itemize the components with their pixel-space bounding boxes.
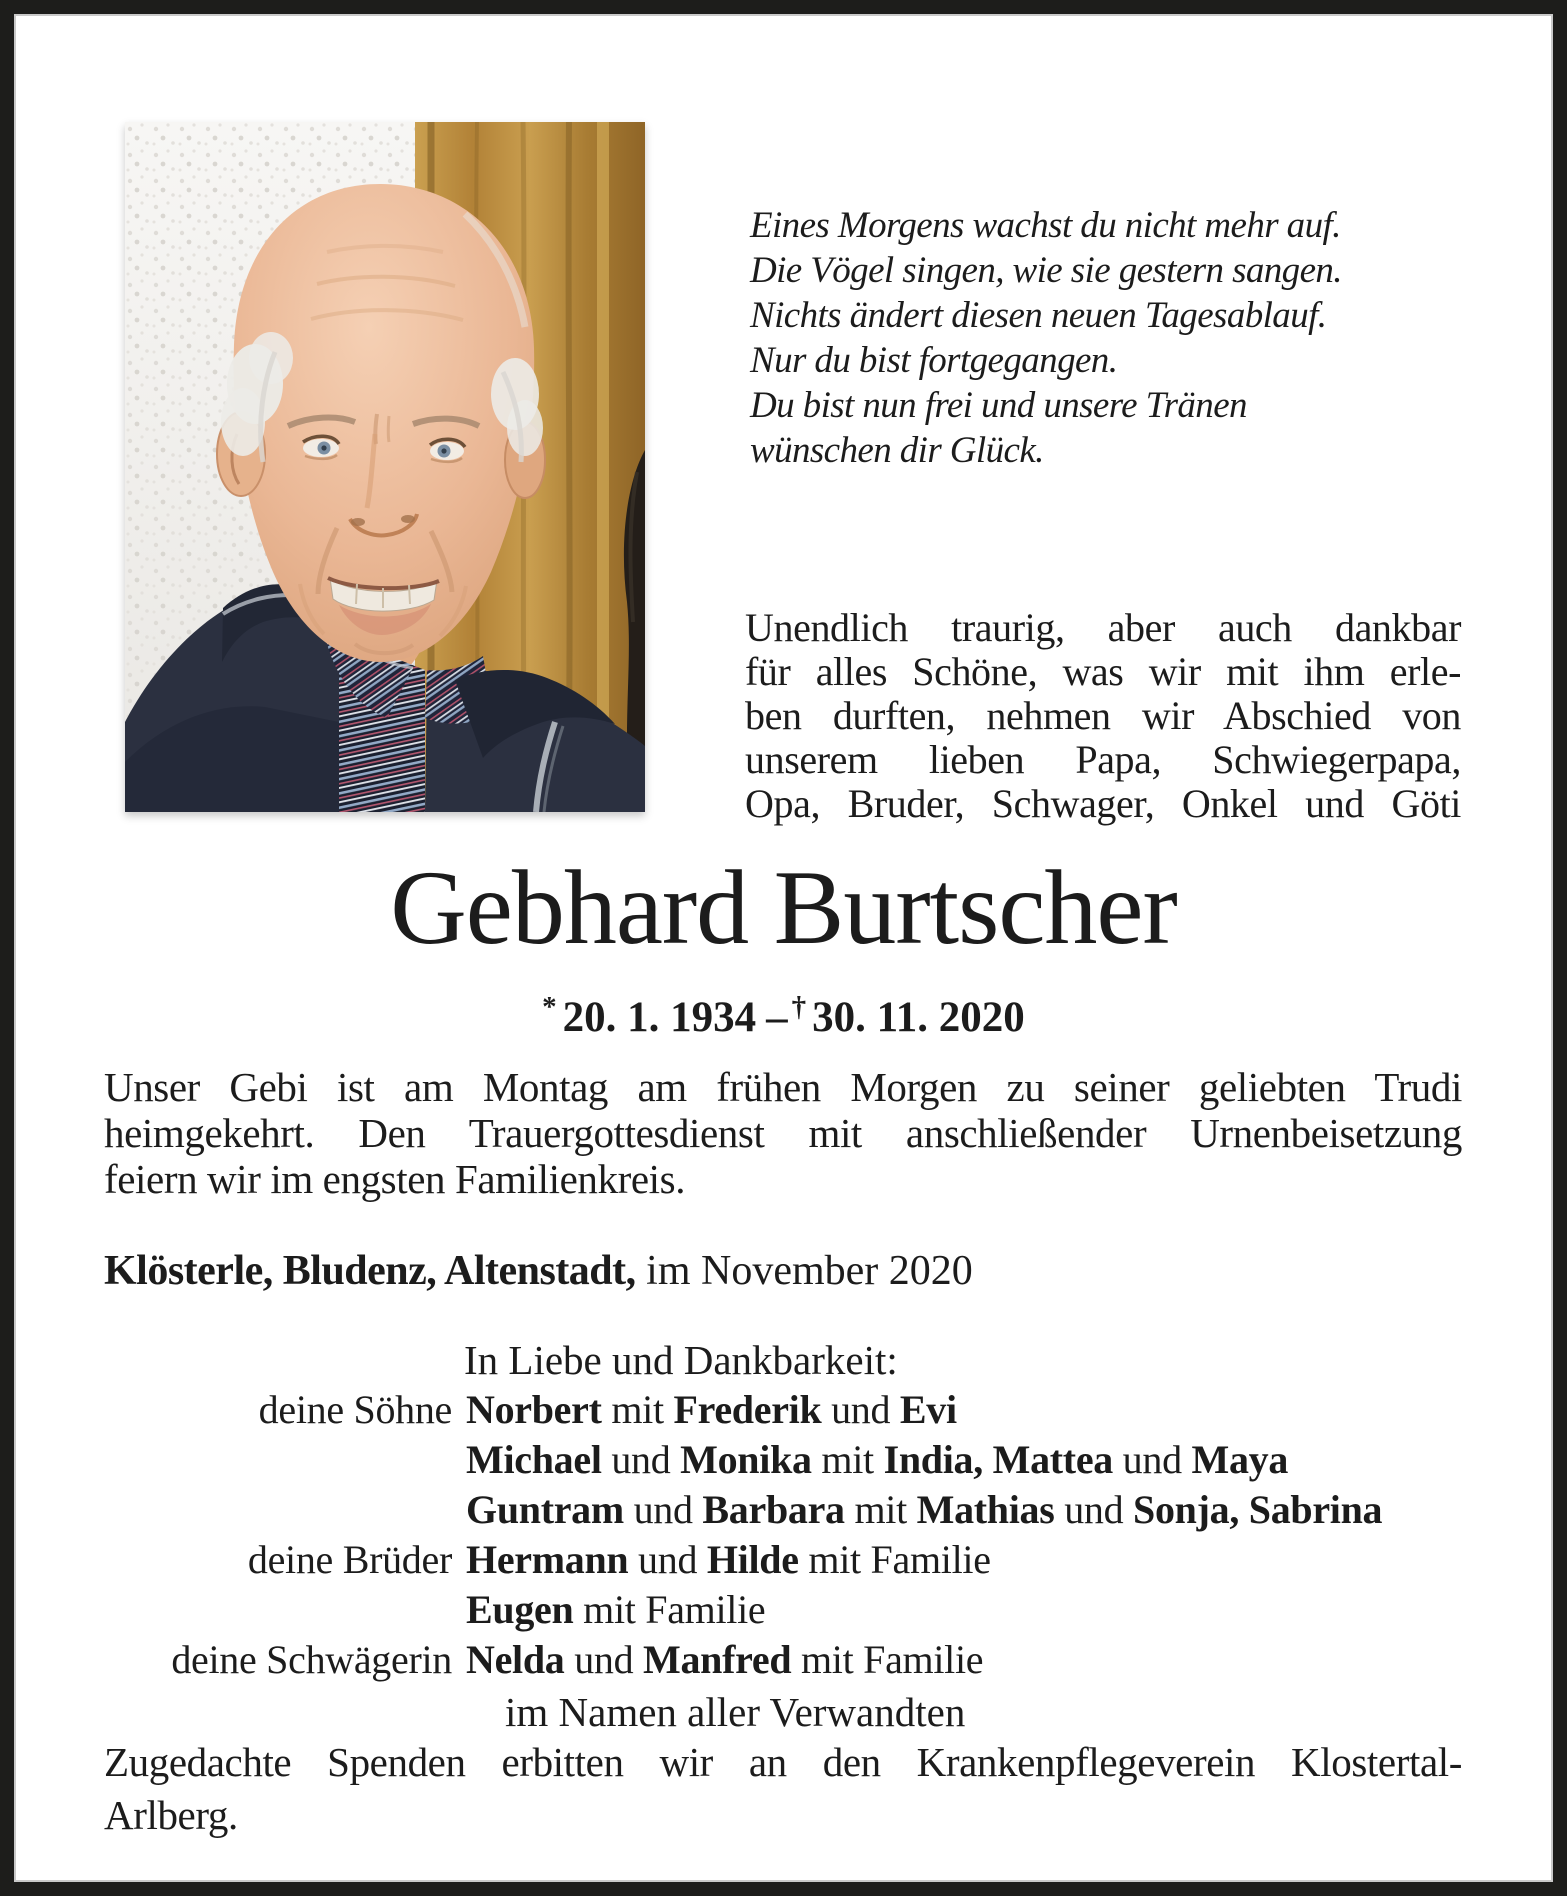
poem-line: wünschen dir Glück.: [750, 430, 1044, 471]
death-date: 30. 11. 2020: [812, 994, 1025, 1041]
family-row: [104, 1586, 1464, 1636]
family-list: [104, 1386, 1464, 1686]
intro-line: Opa, Bruder, Schwager, Onkel und Göti: [745, 781, 1461, 826]
family-row: [104, 1386, 1464, 1436]
farewell-intro-paragraph: [745, 606, 1461, 826]
family-names: Hermann und Hilde mit Familie: [466, 1537, 991, 1582]
donation-note: [104, 1736, 1462, 1842]
announcement-line: feiern wir im engsten Familienkreis.: [104, 1156, 686, 1202]
family-names: Eugen mit Familie: [466, 1587, 766, 1632]
month-year: im November 2020: [646, 1248, 973, 1294]
closing-heading: In Liebe und Dankbarkeit:: [464, 1337, 898, 1383]
poem-line: Du bist nun frei und unsere Tränen: [750, 385, 1247, 426]
family-names: Norbert mit Frederik und Evi: [466, 1387, 957, 1432]
poem-line: Nichts ändert diesen neuen Tagesablauf.: [750, 295, 1327, 336]
intro-line: Unendlich traurig, aber auch dankbar: [745, 605, 1461, 650]
announcement-line: heimgekehrt. Den Trauergottesdienst mit anschließender Urnenbeisetzung: [104, 1110, 1462, 1156]
life-dates-line: [0, 982, 1567, 1043]
family-names: Nelda und Manfred mit Familie: [466, 1637, 984, 1682]
place-date-line: [104, 1246, 1462, 1296]
poem-line: Nur du bist fortgegangen.: [750, 340, 1118, 381]
intro-line: für alles Schöne, was wir mit ihm erle-: [745, 649, 1461, 694]
donation-line: Zugedachte Spenden erbitten wir an den Krankenpflegeverein Klostertal-: [104, 1739, 1462, 1785]
birth-star-icon: *: [542, 991, 557, 1023]
dates-separator: –: [766, 994, 788, 1041]
announcement-paragraph: [104, 1064, 1462, 1202]
family-names: Michael und Monika mit India, Mattea und Maya: [466, 1437, 1289, 1482]
family-relation-label: deine Brüder: [247, 1537, 452, 1582]
family-row: [104, 1436, 1464, 1486]
donation-line: Arlberg.: [104, 1792, 238, 1838]
family-row: [104, 1636, 1464, 1686]
birth-date: 20. 1. 1934: [562, 994, 757, 1041]
deceased-name: Gebhard Burtscher: [390, 849, 1177, 966]
intro-line: unserem lieben Papa, Schwiegerpapa,: [745, 737, 1461, 782]
relatives-footer: im Namen aller Verwandten: [505, 1689, 966, 1735]
announcement-line: Unser Gebi ist am Montag am frühen Morgen zu seiner geliebten Trudi: [104, 1064, 1462, 1110]
family-relation-label: deine Schwägerin: [171, 1637, 452, 1682]
family-names: Guntram und Barbara mit Mathias und Sonja, Sabrina: [466, 1487, 1383, 1532]
memorial-poem: [750, 203, 1462, 473]
family-row: [104, 1536, 1464, 1586]
family-row: [104, 1486, 1464, 1536]
intro-line: ben durften, nehmen wir Abschied von: [745, 693, 1461, 738]
death-cross-icon: †: [791, 991, 807, 1023]
portrait-photo-art: [125, 122, 645, 812]
place-names: Klösterle, Bludenz, Altenstadt,: [104, 1248, 636, 1294]
family-relation-label: deine Söhne: [258, 1387, 452, 1432]
poem-line: Die Vögel singen, wie sie gestern sangen.: [750, 250, 1342, 291]
portrait-photo: [125, 122, 645, 812]
poem-line: Eines Morgens wachst du nicht mehr auf.: [750, 205, 1341, 246]
